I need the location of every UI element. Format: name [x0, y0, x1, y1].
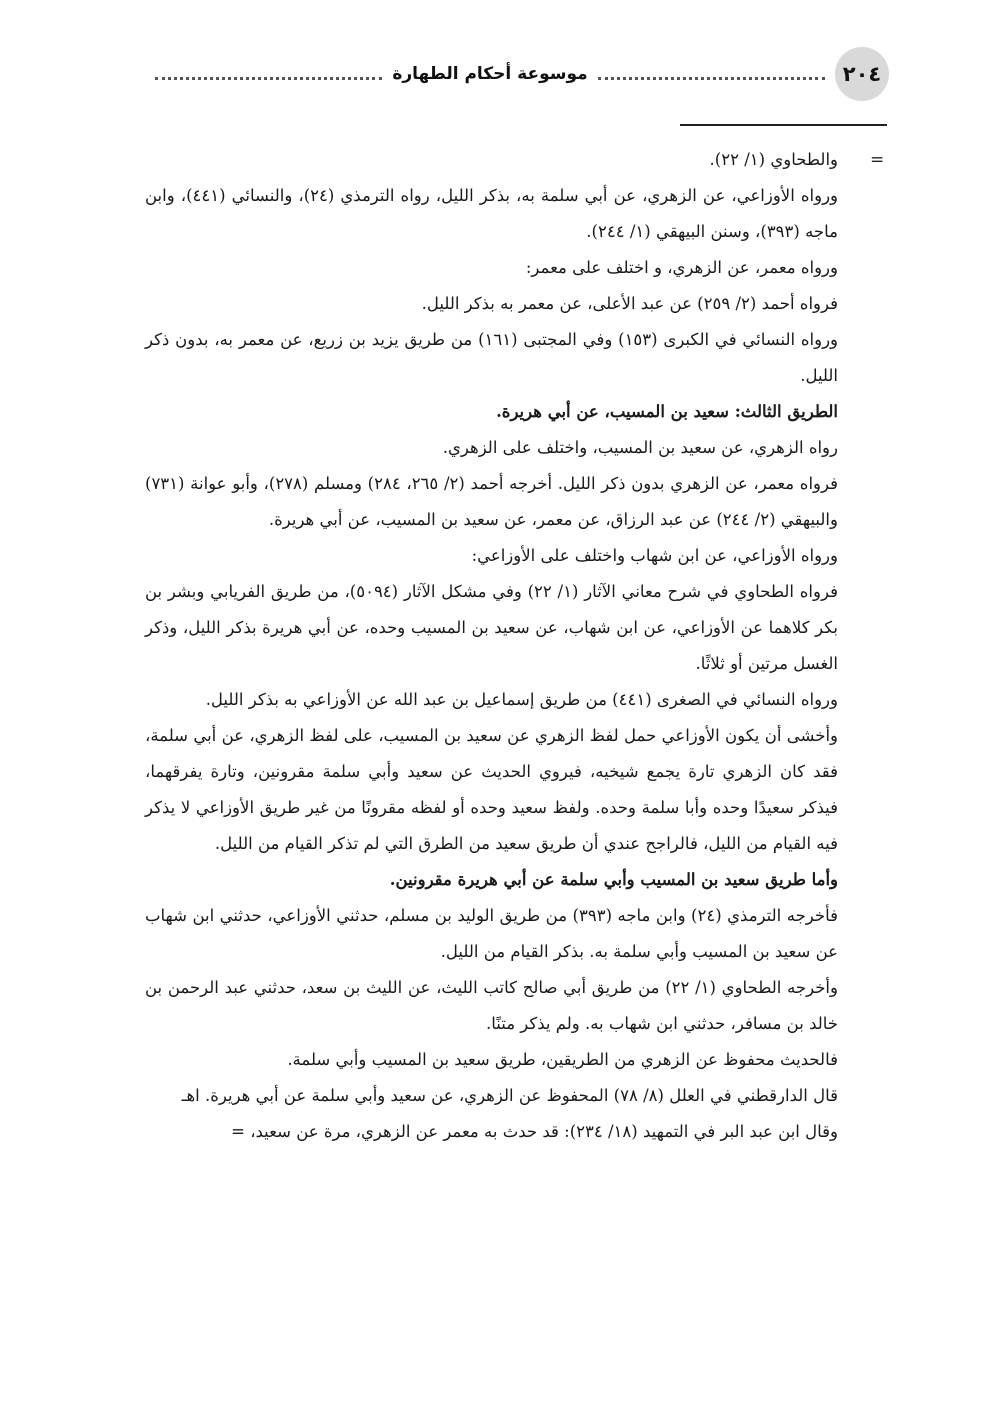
paragraph: ورواه معمر، عن الزهري، و اختلف على معمر: [525, 258, 838, 277]
paragraph: ورواه الأوزاعي، عن الزهري، عن أبي سلمة به، بذكر الليل، رواه الترمذي (٢٤)، والنسائي (٤٤١)، وابن ماجه (٣٩٣)، وسنن البيهقي (١/ ٢٤٤). [145, 186, 839, 241]
footnote-divider [680, 124, 887, 126]
footnote-body [145, 142, 838, 1150]
page-number: ٢٠٤ [835, 47, 889, 101]
paragraph: ورواه الأوزاعي، عن ابن شهاب واختلف على الأوزاعي: [471, 546, 838, 565]
paragraph: رواه الزهري، عن سعيد بن المسيب، واختلف على الزهري. [442, 438, 838, 457]
paragraph: ورواه النسائي في الصغرى (٤٤١) من طريق إسماعيل بن عبد الله عن الأوزاعي به بذكر الليل. [205, 690, 838, 709]
paragraph: وأخشى أن يكون الأوزاعي حمل لفظ الزهري عن سعيد بن المسيب، على لفظ الزهري، عن أبي سلمة، فقد كان الزهري تارة يجمع شيخيه، فيروي الحديث عن سعيد وأبي سلمة مقرونين، وتارة يفرقهما، فيذكر سعيدًا وحده وأبا سلمة وحده. ولفظ سعيد وحده أو لفظه مقرونًا من غير طريق الأوزاعي لا يذكر فيه القيام من الليل، فالراجح عندي أن طريق سعيد من الطرق التي لم تذكر القيام من الليل. [145, 726, 838, 853]
paragraph: وقال ابن عبد البر في التمهيد (١٨/ ٢٣٤): قد حدث به معمر عن الزهري، مرة عن سعيد، = [231, 1122, 838, 1141]
paragraph: فرواه أحمد (٢/ ٢٥٩) عن عبد الأعلى، عن معمر به بذكر الليل. [421, 294, 838, 313]
header-leader-dots-right [598, 77, 825, 80]
page-header [145, 50, 889, 98]
paragraph: وأخرجه الطحاوي (١/ ٢٢) من طريق أبي صالح كاتب الليث، عن الليث بن سعد، حدثني عبد الرحمن بن خالد بن مسافر، حدثني ابن شهاب به. ولم يذكر متنًا. [145, 978, 838, 1033]
book-title: موسوعة أحكام الطهارة [392, 64, 588, 84]
paragraph: قال الدارقطني في العلل (٨/ ٧٨) المحفوظ عن الزهري، عن سعيد وأبي سلمة عن أبي هريرة. اهـ [181, 1086, 838, 1105]
paragraph: والطحاوي (١/ ٢٢). [709, 150, 838, 169]
paragraph: ورواه النسائي في الكبرى (١٥٣) وفي المجتبى (١٦١) من طريق يزيد بن زريع، عن معمر به، بدون ذكر الليل. [145, 330, 839, 385]
paragraph: فرواه الطحاوي في شرح معاني الآثار (١/ ٢٢) وفي مشكل الآثار (٥٠٩٤)، من طريق الفريابي وبشر بن بكر كلاهما عن الأوزاعي، عن ابن شهاب، عن سعيد بن المسيب وحده، عن أبي هريرة بذكر الليل، وذكر الغسل مرتين أو ثلاثًا. [145, 582, 838, 673]
header-leader-dots-left [155, 77, 382, 80]
continuation-mark: = [870, 150, 885, 170]
section-heading: وأما طريق سعيد بن المسيب وأبي سلمة عن أبي هريرة مقرونين. [389, 870, 838, 889]
paragraph: فرواه معمر، عن الزهري بدون ذكر الليل. أخرجه أحمد (٢/ ٢٦٥، ٢٨٤) ومسلم (٢٧٨)، وأبو عوانة (٧٣١) والبيهقي (٢/ ٢٤٤) عن عبد الرزاق، عن معمر، عن سعيد بن المسيب، عن أبي هريرة. [145, 474, 838, 529]
section-heading: الطريق الثالث: سعيد بن المسيب، عن أبي هريرة. [496, 402, 838, 421]
paragraph: فالحديث محفوظ عن الزهري من الطريقين، طريق سعيد بن المسيب وأبي سلمة. [287, 1050, 838, 1069]
paragraph: فأخرجه الترمذي (٢٤) وابن ماجه (٣٩٣) من طريق الوليد بن مسلم، حدثني الأوزاعي، حدثني ابن شهاب عن سعيد بن المسيب وأبي سلمة به. بذكر القيام من الليل. [145, 906, 838, 961]
